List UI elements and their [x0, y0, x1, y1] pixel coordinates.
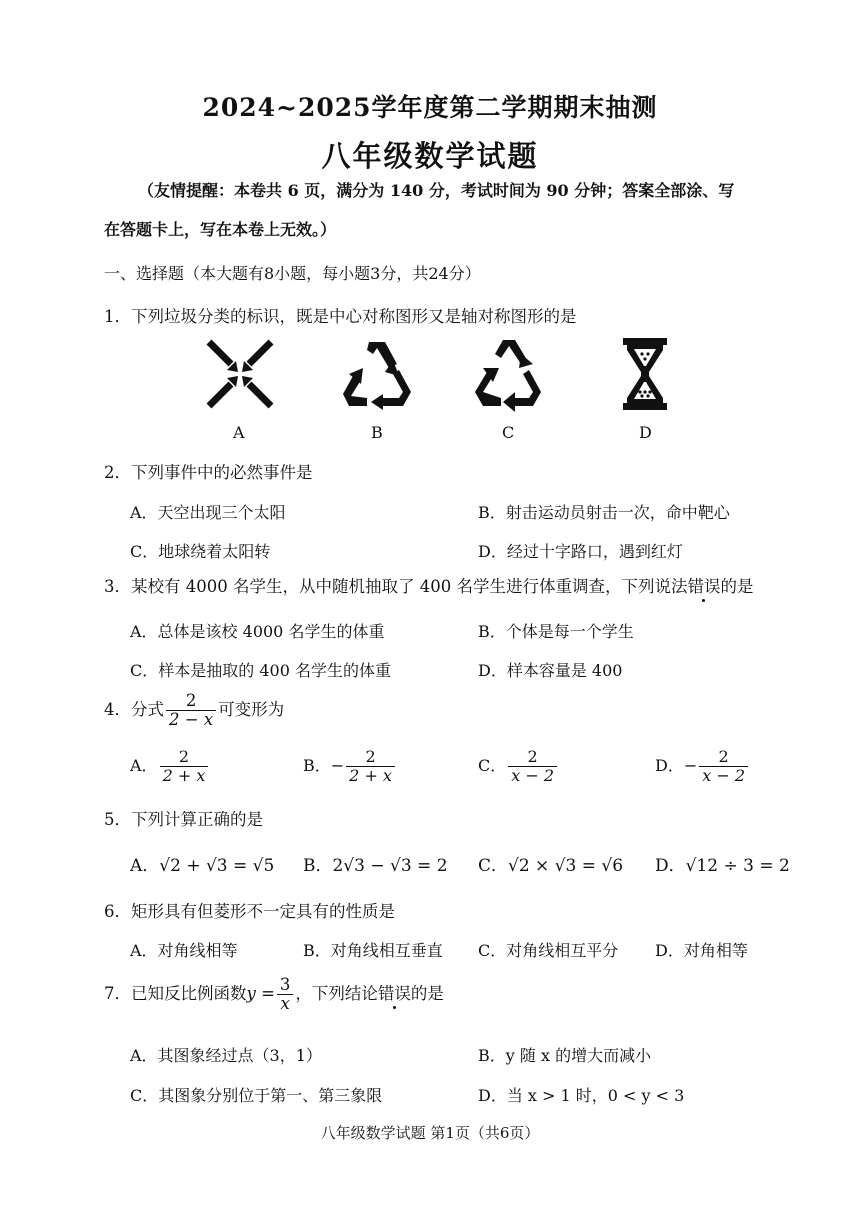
q3-stem-emphasis: 错误 [687, 577, 721, 596]
q2-option-c: C．地球绕着太阳转 [130, 542, 271, 561]
q6-option-b: B．对角线相互垂直 [303, 941, 443, 960]
exam-period-title: 2024~2025学年度第二学期期末抽测 [202, 93, 658, 122]
section-heading-choice: 一、选择题（本大题有8小题，每小题3分，共24分） [104, 264, 481, 283]
q7-option-b: B．y 随 x 的增大而减小 [478, 1046, 652, 1065]
notice-line-2: 在答题卡上，写在本卷上无效。） [104, 220, 337, 239]
q3-option-b: B．个体是每一个学生 [478, 622, 634, 641]
question-4-stem [104, 692, 284, 729]
q7-stem-pre: 7．已知反比例函数 [104, 984, 247, 1003]
q2-option-d: D．经过十字路口，遇到红灯 [478, 542, 683, 561]
q3-stem-post: 的是 [720, 577, 754, 596]
q4-option-a: A． $\frac{2}{2 + x}$ [130, 748, 210, 785]
q4-stem-pre: 4．分式 [104, 700, 164, 719]
question-6-stem: 6．矩形具有但菱形不一定具有的性质是 [104, 902, 395, 921]
q4-stem-denominator: 2 − x [166, 710, 216, 729]
q7-stem-y: y = [246, 984, 275, 1003]
q7-stem-denominator: x [277, 994, 294, 1013]
recycle-triangle-icon [339, 336, 415, 412]
q2-option-b: B．射击运动员射击一次，命中靶心 [478, 503, 730, 522]
q4-option-b: B．− $\frac{2}{2 + x}$ [303, 748, 397, 785]
q6-option-d: D．对角相等 [655, 941, 748, 960]
q4-option-d: D．− $\frac{2}{x - 2}$ [655, 748, 750, 785]
q5-option-c: C．√2 × √3 = √6 [478, 856, 624, 876]
arrows-x-icon [203, 336, 277, 412]
q6-option-a: A．对角线相等 [130, 941, 238, 960]
q7-stem-post: 的是 [410, 984, 444, 1003]
q1-label-b: B [371, 423, 383, 442]
q3-option-c: C．样本是抽取的 400 名学生的体重 [130, 661, 391, 680]
q7-option-a: A．其图象经过点（3，1） [130, 1046, 322, 1065]
question-2-stem: 2．下列事件中的必然事件是 [104, 463, 313, 482]
exam-subject-title: 八年级数学试题 [321, 139, 539, 173]
q7-stem-emphasis: 错误 [377, 984, 411, 1003]
q4-stem-numerator: 2 [185, 691, 197, 710]
q1-label-c: C [502, 423, 515, 442]
q1-label-a: A [233, 423, 245, 442]
q7-stem-fraction [277, 976, 294, 1013]
q2-option-a: A．天空出现三个太阳 [130, 503, 286, 522]
q3-option-d: D．样本容量是 400 [478, 661, 623, 680]
q3-stem-pre: 3．某校有 4000 名学生，从中随机抽取了 400 名学生进行体重调查，下列说法 [104, 577, 688, 596]
question-7-stem [104, 976, 444, 1013]
q7-option-d: D．当 x > 1 时，0 < y < 3 [478, 1086, 685, 1105]
q5-option-d: D．√12 ÷ 3 = 2 [655, 856, 790, 876]
q5-option-b: B．2√3 − √3 = 2 [303, 856, 448, 876]
question-3-stem [104, 573, 753, 597]
q5-option-a: A．√2 + √3 = √5 [130, 856, 275, 876]
q6-option-c: C．对角线相互平分 [478, 941, 619, 960]
q3-option-a: A．总体是该校 4000 名学生的体重 [130, 622, 385, 641]
q1-label-d: D [639, 423, 652, 442]
q4-stem-fraction [166, 692, 216, 729]
question-1-stem: 1．下列垃圾分类的标识，既是中心对称图形又是轴对称图形的是 [104, 307, 577, 326]
q7-stem-numerator: 3 [279, 975, 291, 994]
question-5-stem: 5．下列计算正确的是 [104, 810, 263, 829]
q7-stem-mid: ，下列结论 [295, 984, 378, 1003]
q4-stem-post: 可变形为 [218, 700, 285, 719]
recycle-arrows-icon [471, 336, 547, 412]
q4-option-c: C． $\frac{2}{x - 2}$ [478, 748, 559, 785]
hourglass-icon [620, 336, 670, 412]
page-footer: 八年级数学试题 第1页（共6页） [320, 1124, 540, 1142]
q7-option-c: C．其图象分别位于第一、第三象限 [130, 1086, 383, 1105]
notice-line-1: （友情提醒：本卷共 6 页，满分为 140 分，考试时间为 90 分钟；答案全部涂、写 [138, 181, 735, 200]
